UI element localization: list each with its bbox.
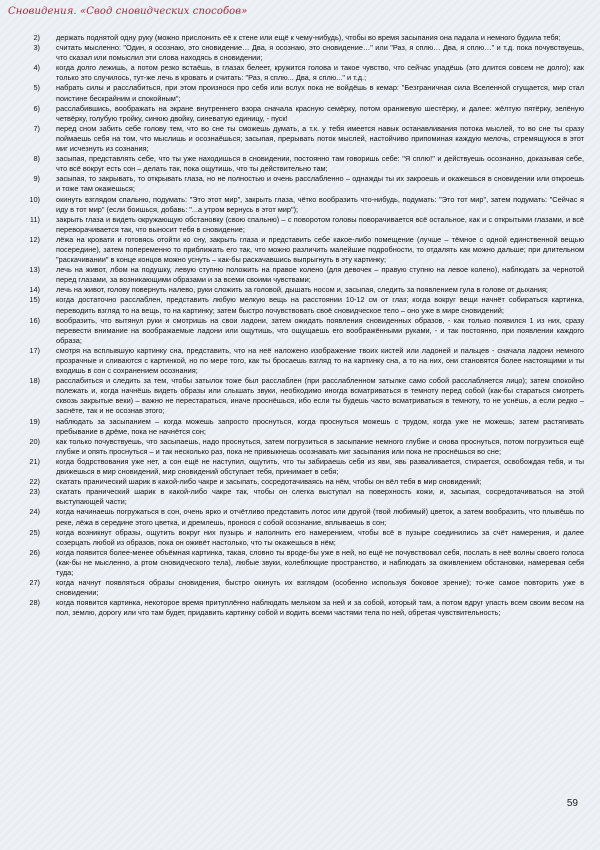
list-item [24, 104, 584, 124]
running-header: Сновидения. «Свод сновидческих способов» [8, 6, 248, 17]
item-text: засыпая, представлять себе, что ты уже находишься в сновидении, постоянно там говоришь себе: "Я сплю!" и действуешь осознанно, доказывая себе, что всё вокруг есть сон – делать так, пока ощутишь, что ты действительно там; [56, 154, 584, 174]
item-number: 20) [29, 436, 40, 446]
list-item [24, 487, 584, 507]
item-text: когда появится более-менее объёмная картинка, такая, словно ты вроде-бы уже в ней, но ещё не почувствовал себя, послать в неё волны своего голоса (как-бы не мысленно, а ртом сновидческого тела), любые звуки, колеблющие пространство, и наблюдать за оживлением обстановки, намеревая себя туда; [56, 547, 584, 577]
item-text: когда появится картинка, некоторое время притуплённо наблюдать мельком за ней и за собой, который там, а потом вдруг упасть всем своим весом на пол, землю, дорогу или что там будет, придавить картинку собой и водить всеми частями тела по ней, обретая чувствительность; [56, 598, 584, 618]
list-item [24, 195, 584, 215]
item-text: набрать силы и расслабиться, при этом произнося про себя или вслух пока не войдёшь в кемар: "Безграничная сила Вселенной сгущается, мир стал поистине бескрайним и спокойным"; [56, 83, 584, 103]
item-text: скатать пранический шарик в какой-либо чакре так, чтобы он слегка выступал на поверхность кожи, и, засыпая, сосредотачиваться на этой выступающей части; [56, 487, 584, 507]
list-item [24, 295, 584, 315]
item-text: считать мысленно: "Один, я осознаю, это сновидение… Два, я осознаю, это сновидение…" или "Раз, я сплю… Два, я сплю…" и т.д. пока почувствуешь, что сказал или помыслил эти слова находясь в сновидении; [56, 43, 584, 63]
item-number: 27) [29, 578, 40, 588]
list-item [24, 548, 584, 578]
list-item [24, 215, 584, 235]
list-item [24, 417, 584, 437]
item-text: скатать пранический шарик в какой-либо чакре и засыпать, сосредотачиваясь на нём, чтобы он вёл тебя в мир сновидений; [56, 477, 482, 487]
item-number: 2) [33, 33, 40, 42]
item-text: когда начнут появляться образы сновидения, быстро окинуть их взглядом (особенно используя боковое зрение); то-же самое повторить уже в сновидении; [56, 578, 584, 598]
item-number: 12) [29, 234, 40, 244]
list-item [24, 285, 584, 295]
item-number: 15) [29, 295, 40, 305]
item-text: когда начинаешь погружаться в сон, очень ярко и отчётливо представить лотос или другой (твой любимый) цветок, а затем вообразить, что плывёшь по реке, лёжа в середине этого цветка, и дремлешь, пронося с собой осознание, вплываешь в сон; [56, 507, 584, 527]
list-item [24, 578, 584, 598]
item-text: лёжа на кровати и готовясь отойти ко сну, закрыть глаза и представить себе какое-либо помещение (лучше – тёмное с одной единственной вещью посередине), затем попеременно то приближать его так, что можно различить малейшие подробности, то отдалять как можно дальше; при длительном "раскачивании" в конце концов можно уснуть – как-бы раскачавшись выпрыгнуть в эту картинку; [56, 234, 584, 265]
list-item [24, 235, 584, 265]
item-number: 25) [29, 527, 40, 537]
item-number: 24) [29, 507, 40, 517]
item-text: расслабившись, воображать на экране внутреннего взора сначала красную семёрку, потом оранжевую шестёрку, и далее: жёлтую пятёрку, зелёную четвёрку, голубую тройку, синюю двойку, синеватую единицу, - пуск! [56, 103, 584, 123]
list-item [24, 174, 584, 194]
item-text: когда бодрствования уже нет, а сон ещё не наступил, ощутить, что ты забираешь себя из яви, явь разваливается, стирается, освобождая тебя, и ты движешься в мир сновидений, мир сновидений обступает тебя, принимает в себя; [56, 456, 584, 477]
item-text: окинуть взглядом спальню, подумать: "Это этот мир", закрыть глаза, чётко вообразить что-нибудь, подумать: "Это тот мир", затем подумать: "Сейчас я иду в тот мир" (если боишься, добавь: "...а утром вернусь в этот мир"); [56, 194, 584, 214]
item-text: лечь на живот, голову повернуть налево, руки сложить за головой, дышать носом и, засыпая, следить за появлением гула в голове от дыхания; [56, 285, 548, 295]
list-item [24, 154, 584, 174]
list-item [24, 43, 584, 63]
item-number: 6) [33, 103, 40, 113]
list-item [24, 598, 584, 618]
list-item [24, 83, 584, 103]
list-item [24, 437, 584, 457]
list-item [24, 507, 584, 527]
item-number: 3) [33, 43, 40, 53]
item-number: 13) [29, 265, 40, 275]
item-number: 18) [29, 376, 40, 386]
item-text: смотря на всплывшую картинку сна, представить, что на неё наложено изображение твоих кистей или ладоней и пальцев - сначала ладони немного прозрачные и сливаются с картинкой, но по мере того, как ты бросаешь взгляд то на картинку сна, а то на них, они становятся более настоящими и ты входишь в сон с сохранением осознания; [56, 345, 584, 376]
list-item [24, 457, 584, 477]
list-item [24, 316, 584, 346]
item-number: 22) [29, 477, 40, 487]
list-item [24, 124, 584, 154]
item-number: 21) [29, 456, 40, 466]
list-item [24, 346, 584, 376]
item-number: 7) [33, 123, 40, 133]
list-item [24, 33, 584, 43]
item-text: расслабиться и следить за тем, чтобы затылок тоже был расслаблен (при расслабленном затылке само собой расслабляется лицо); затем спокойно полежать и, когда начнёшь видеть образы или слышать звуки, необходимо иногда всматриваться в темноту перед собой (как-бы стараться смотреть сквозь закрытые веки) – важно не перестараться, иначе проснёшься, ибо если ты будешь часто всматриваться в темноту, то не уснёшь, а если редко – заснёте, так и не осознав этого; [56, 376, 584, 416]
item-text: когда возникнут образы, ощутить вокруг них пузырь и наполнить его намерением, чтобы всё в пузыре соединились за счёт намерения, и далее созерцать любой из образов, пока он оживёт настолько, что ты окажешься в нём; [56, 527, 584, 547]
list-item [24, 265, 584, 285]
item-number: 10) [29, 194, 40, 204]
item-number: 28) [29, 598, 40, 608]
item-text: вообразить, что вытянул руки и смотришь на свои ладони, затем ожидать появления сновиденных образов, - как только появился 1 из них, сразу перевести внимание на воображаемые ладони или ощутишь, что ощущаешь его воображёнными руками, - и так постоянно, при появлении каждого образа; [56, 315, 584, 345]
item-number: 4) [33, 63, 40, 73]
item-text: держать поднятой одну руку (можно прислонить её к стене или ещё к чему-нибудь), чтобы во время засыпания она падала и немного будила тебя; [56, 33, 561, 42]
item-number: 8) [33, 154, 40, 164]
item-number: 9) [33, 174, 40, 184]
item-number: 14) [29, 285, 40, 295]
item-text: когда долго лежишь, а потом резко встаёшь, в глазах белеет, кружится голова и такое чувство, что сейчас упадёшь (это длится совсем не долго); как только это случилось, тут-же лечь в кровать и считать: "Раз, я сплю... Два, я сплю..." и т.д.; [56, 63, 584, 83]
list-item [24, 376, 584, 416]
page-number: 59 [566, 798, 578, 809]
item-number: 17) [29, 345, 40, 355]
item-text: засыпая, то закрывать, то открывать глаза, но не полностью и очень расслабленно – однажды ты их закроешь и окажешься в сновидении или откроешь и тоже там окажешься; [56, 174, 584, 194]
item-number: 23) [29, 487, 40, 497]
item-text: когда достаточно расслаблен, представить любую мелкую вещь на расстоянии 10-12 см от глаз; когда вокруг вещи начнёт собираться картинка, переводить взгляд то на вещь, то на картинку; затем быстро почувствовать своё сновидческое тело – оно уже в мире сновидений; [56, 295, 584, 315]
item-number: 5) [33, 83, 40, 93]
item-number: 19) [29, 416, 40, 426]
list-item [24, 528, 584, 548]
item-number: 11) [29, 214, 40, 224]
item-number: 16) [29, 315, 40, 325]
method-list [24, 33, 584, 618]
item-text: перед сном забить себе голову тем, что во сне ты сможешь думать, а т.к. у тебя имеется навык останавливания потока мыслей, то во сне ты сразу поймаешь себя на том, что мыслишь и осознаёшься; засыпая, прерывать поток мыслей, настойчиво припоминая каждую мелочь, стремящуюся в этот миг исчезнуть из сознания; [56, 123, 584, 154]
item-text: наблюдать за засыпанием – когда можешь запросто проснуться, когда проснуться можешь с трудом, когда уже не можешь; затем растягивать пребывание в дрёме, пока не начнётся сон; [56, 416, 584, 436]
item-text: лечь на живот, лбом на подушку, левую ступню положить на правое колено (для девочек – правую ступню на левое колено), наблюдать за чернотой перед глазами, за возникающими образами и за всеми своими чувствами; [56, 265, 584, 285]
item-text: как только почувствуешь, что засыпаешь, надо проснуться, затем погрузиться в засыпание немного глубже и снова проснуться, потом погрузиться ещё глубже и опять проснуться – и так несколько раз, пока не привыкнешь осознавать миг засыпания или пока не проснёшься во сне; [56, 436, 584, 456]
list-item [24, 63, 584, 83]
list-item [24, 477, 584, 487]
item-text: закрыть глаза и видеть окружающую обстановку (свою спальню) – с поворотом головы поворачивается всё остальное, как и с открытыми глазами, и всё переворачивается так, что выносит тебя в сновидение; [56, 214, 584, 234]
item-number: 26) [29, 547, 40, 557]
